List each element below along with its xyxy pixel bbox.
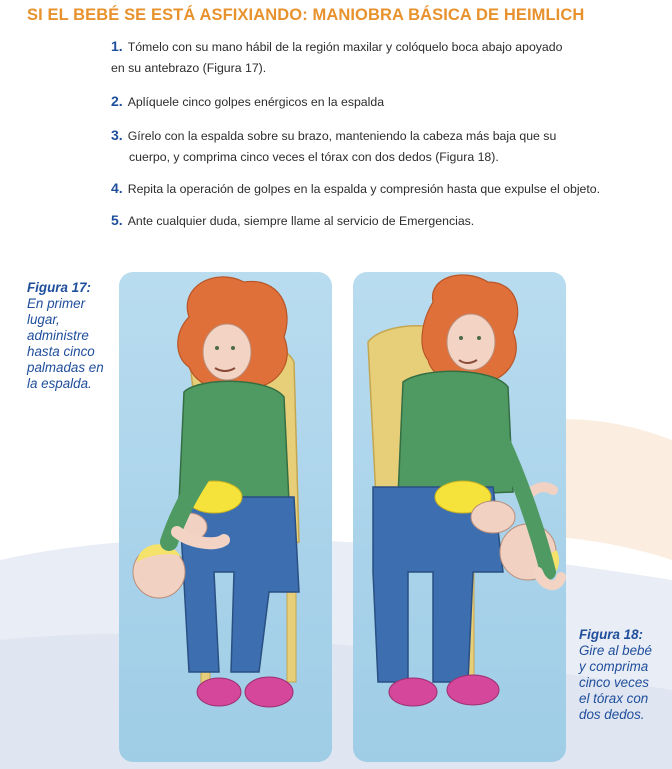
- step-3: [111, 125, 663, 168]
- step-2: [111, 91, 663, 113]
- figure-18-caption: [579, 627, 669, 723]
- step-text: Ante cualquier duda, siempre llame al servicio de Emergencias.: [127, 214, 475, 228]
- caption-line: y comprima: [579, 659, 649, 674]
- step-number: 4.: [111, 180, 123, 196]
- step-text: Tómelo con su mano hábil de la región maxilar y colóquelo boca abajo apoyado: [127, 40, 563, 54]
- step-text-cont: cuerpo, y comprima cinco veces el tórax con dos dedos (Figura 18).: [129, 150, 499, 164]
- caption-line: En primer: [27, 296, 86, 311]
- step-number: 5.: [111, 212, 123, 228]
- figure-18-title: Figura 18:: [579, 627, 643, 642]
- caption-line: la espalda.: [27, 376, 92, 391]
- step-4: [111, 178, 663, 200]
- figure-17-title: Figura 17:: [27, 280, 91, 295]
- caption-line: hasta cinco: [27, 344, 95, 359]
- step-number: 2.: [111, 93, 123, 109]
- figure-17-illustration: [119, 272, 332, 762]
- page-title: SI EL BEBÉ SE ESTÁ ASFIXIANDO: MANIOBRA BÁSICA DE HEIMLICH: [27, 6, 585, 24]
- step-number: 1.: [111, 38, 123, 54]
- caption-line: el tórax con: [579, 691, 649, 706]
- caption-line: dos dedos.: [579, 707, 645, 722]
- step-number: 3.: [111, 127, 123, 143]
- step-1: [111, 36, 663, 79]
- caption-line: lugar,: [27, 312, 60, 327]
- figure-17-caption: [27, 280, 117, 392]
- step-text: Gírelo con la espalda sobre su brazo, manteniendo la cabeza más baja que su: [127, 129, 557, 143]
- caption-line: cinco veces: [579, 675, 649, 690]
- step-text-cont: en su antebrazo (Figura 17).: [111, 61, 267, 75]
- caption-line: palmadas en: [27, 360, 104, 375]
- step-5: [111, 210, 663, 232]
- figure-18-illustration: [353, 272, 566, 762]
- caption-line: administre: [27, 328, 89, 343]
- step-text: Aplíquele cinco golpes enérgicos en la espalda: [127, 95, 385, 109]
- step-text: Repita la operación de golpes en la espalda y compresión hasta que expulse el objeto.: [127, 182, 601, 196]
- steps-list: [111, 36, 663, 232]
- caption-line: Gire al bebé: [579, 643, 652, 658]
